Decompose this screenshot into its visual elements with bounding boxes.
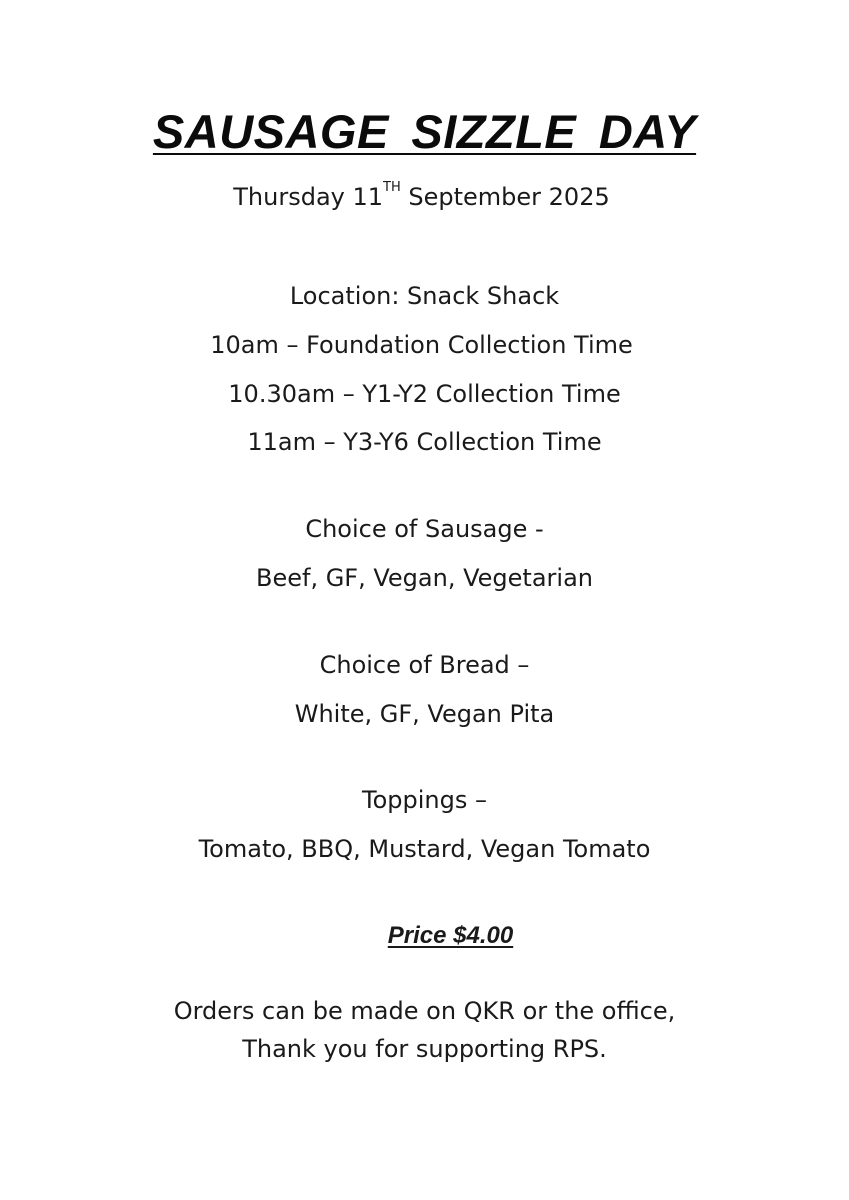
flyer-title-text: SAUSAGE SIZZLE DAY — [152, 105, 697, 158]
footer-thanks: Thank you for supporting RPS. — [242, 1035, 607, 1063]
sausage-options: Beef, GF, Vegan, Vegetarian — [256, 564, 593, 592]
price-line — [26, 922, 849, 950]
bread-heading: Choice of Bread – — [319, 651, 530, 679]
price-text: Price $4.00 — [387, 922, 514, 949]
schedule-foundation: 10am – Foundation Collection Time — [210, 331, 633, 359]
flyer-title — [0, 104, 849, 159]
sausage-heading: Choice of Sausage - — [305, 515, 544, 543]
schedule-y3-y6: 11am – Y3-Y6 Collection Time — [247, 428, 602, 456]
bread-options: White, GF, Vegan Pita — [294, 700, 555, 728]
toppings-options: Tomato, BBQ, Mustard, Vegan Tomato — [198, 835, 651, 863]
location-line: Location: Snack Shack — [289, 282, 560, 310]
footer-orders: Orders can be made on QKR or the office, — [173, 997, 676, 1025]
toppings-heading: Toppings – — [362, 786, 487, 814]
event-date — [0, 180, 846, 211]
event-date-superscript: TH — [383, 180, 401, 195]
event-date-prefix: Thursday 11 — [233, 183, 384, 211]
event-date-suffix: September 2025 — [400, 183, 610, 211]
schedule-y1-y2: 10.30am – Y1-Y2 Collection Time — [228, 380, 621, 408]
